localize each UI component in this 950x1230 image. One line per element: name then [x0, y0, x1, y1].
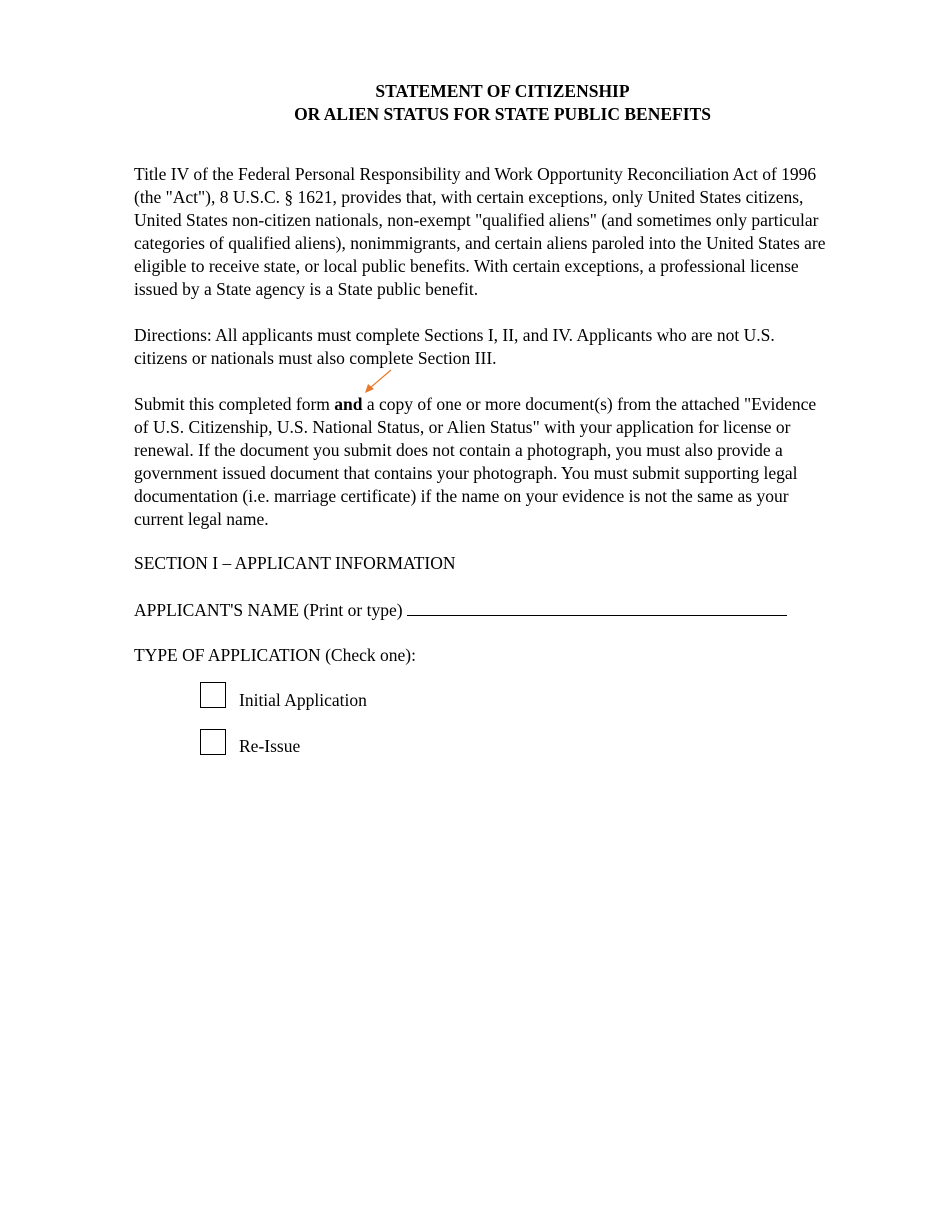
- intro-line: issued by a State agency is a State public benefit.: [134, 279, 479, 299]
- re-issue-checkbox[interactable]: [200, 729, 226, 755]
- applicant-name-field[interactable]: [407, 598, 787, 616]
- directions-line: Directions: All applicants must complete Sections I, II, and IV. Applicants who are not U.S.: [134, 325, 775, 345]
- submit-line: of U.S. Citizenship, U.S. National Status, or Alien Status" with your application for license or: [134, 417, 791, 437]
- section-1-heading: SECTION I – APPLICANT INFORMATION: [134, 553, 456, 573]
- applicant-name-row: [134, 598, 787, 622]
- submit-paragraph: [134, 393, 879, 531]
- initial-application-label: Initial Application: [239, 690, 367, 710]
- page-title-line-1: STATEMENT OF CITIZENSHIP: [375, 81, 630, 101]
- submit-text-after: a copy of one or more document(s) from the attached "Evidence: [362, 394, 817, 414]
- directions-line: citizens or nationals must also complete Section III.: [134, 348, 497, 368]
- directions-paragraph: [134, 324, 879, 370]
- submit-line: government issued document that contains your photograph. You must submit supporting legal: [134, 463, 798, 483]
- submit-bold-and: and: [334, 394, 363, 414]
- applicant-name-label: APPLICANT'S NAME (Print or type): [134, 600, 403, 620]
- intro-line: categories of qualified aliens), nonimmigrants, and certain aliens paroled into the United States are: [134, 233, 826, 253]
- submit-line-first: [134, 393, 879, 416]
- intro-line: United States non-citizen nationals, non-exempt "qualified aliens" (and sometimes only particular: [134, 210, 819, 230]
- initial-application-checkbox[interactable]: [200, 682, 226, 708]
- intro-line: (the "Act"), 8 U.S.C. § 1621, provides that, with certain exceptions, only United States citizens,: [134, 187, 804, 207]
- submit-line: current legal name.: [134, 509, 269, 529]
- submit-text-before: Submit this completed form: [134, 394, 335, 414]
- intro-paragraph: [134, 163, 879, 301]
- re-issue-label: Re-Issue: [239, 736, 301, 756]
- intro-line: Title IV of the Federal Personal Responsibility and Work Opportunity Reconciliation Act of 1996: [134, 164, 817, 184]
- intro-line: eligible to receive state, or local public benefits. With certain exceptions, a professional license: [134, 256, 799, 276]
- submit-line: documentation (i.e. marriage certificate) if the name on your evidence is not the same as your: [134, 486, 789, 506]
- page-title-line-2: OR ALIEN STATUS FOR STATE PUBLIC BENEFITS: [294, 104, 711, 124]
- submit-line: renewal. If the document you submit does not contain a photograph, you must also provide a: [134, 440, 783, 460]
- application-type-label: TYPE OF APPLICATION (Check one):: [134, 645, 416, 665]
